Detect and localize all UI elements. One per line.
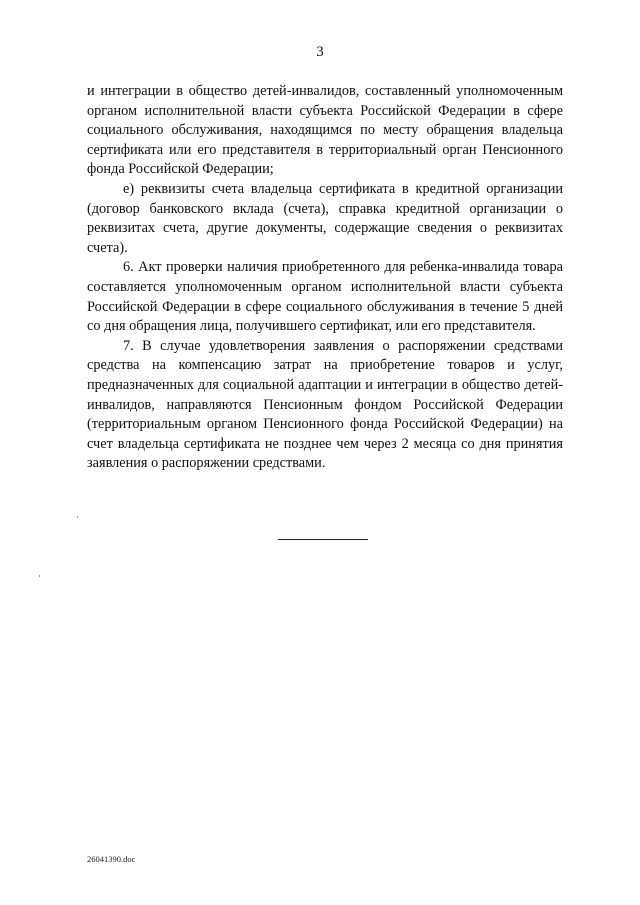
paragraph-item-6: 6. Акт проверки наличия приобретенного для ребенка-инвалида товара составляется уполномоченным органом исполнительной власти субъекта Российской Федерации в сфере социального обслуживания в течение 5 дней со дня обращения лица, получившего сертификат, или его представителя.	[87, 259, 563, 335]
scan-speck	[77, 516, 78, 518]
document-body	[87, 82, 563, 474]
end-separator-line	[278, 539, 368, 540]
paragraph-continuation: и интеграции в общество детей-инвалидов, составленный уполномоченным органом исполнительной власти субъекта Российской Федерации в сфере социального обслуживания, находящимся по месту обращения владельца сертификата или его представителя в территориальный орган Пенсионного фонда Российской Федерации;	[87, 83, 563, 178]
scan-speck	[39, 575, 40, 577]
paragraph-item-e: е) реквизиты счета владельца сертификата в кредитной организации (договор банковского вклада (счета), справка кредитной организации о реквизитах счета, другие документы, содержащие сведения о реквизитах счета).	[87, 180, 563, 256]
page-number: 3	[316, 44, 324, 60]
paragraph-item-7: 7. В случае удовлетворения заявления о распоряжении средствами средства на компенсацию затрат на приобретение товаров и услуг, предназначенных для социальной адаптации и интеграции в общество детей-инвалидов, направляются Пенсионным фондом Российской Федерации (территориальным органом Пенсионного фонда Российской Федерации) на счет владельца сертификата не позднее чем через 2 месяца со дня принятия заявления о распоряжении средствами.	[87, 337, 563, 472]
footer-filename: 26041390.doc	[87, 854, 136, 864]
